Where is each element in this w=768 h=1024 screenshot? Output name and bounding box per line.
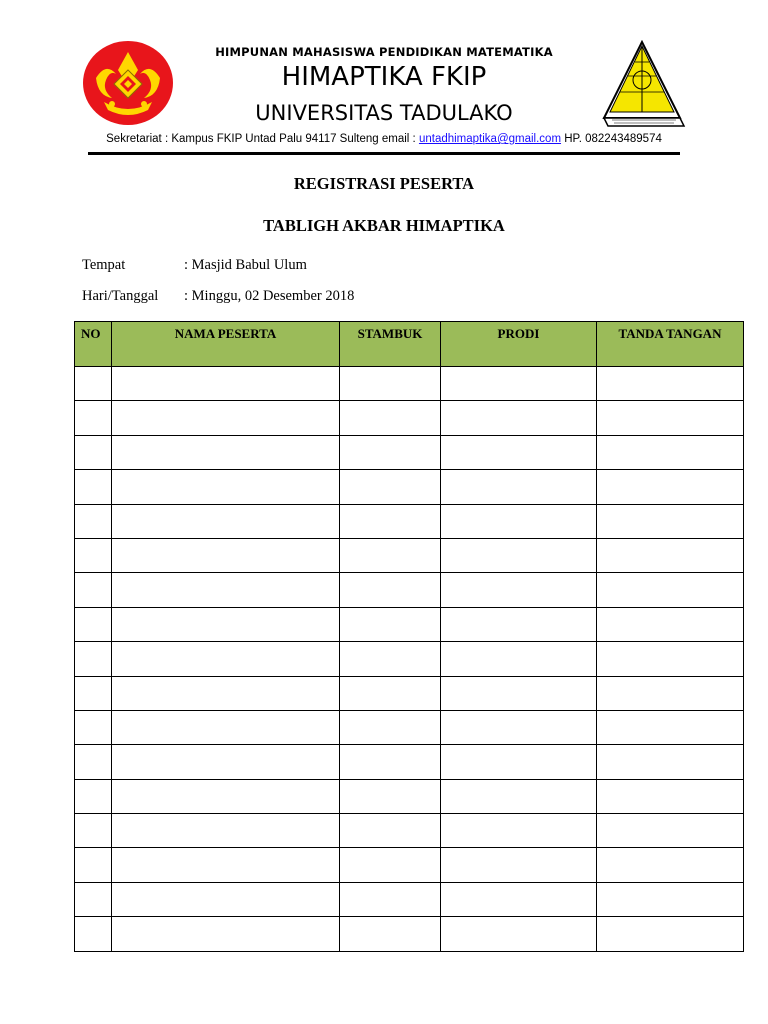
cell-stambuk[interactable] — [340, 538, 441, 572]
table-header-row — [75, 322, 744, 367]
cell-stambuk[interactable] — [340, 607, 441, 641]
cell-stambuk[interactable] — [340, 573, 441, 607]
column-header-name: NAMA PESERTA — [112, 322, 340, 367]
cell-name[interactable] — [112, 538, 340, 572]
cell-no[interactable] — [75, 848, 112, 882]
address-text: Sekretariat : Kampus FKIP Untad Palu 94117 Sulteng email : — [106, 133, 419, 145]
table-row — [75, 367, 744, 401]
cell-no[interactable] — [75, 745, 112, 779]
cell-stambuk[interactable] — [340, 882, 441, 916]
cell-name[interactable] — [112, 504, 340, 538]
registration-table — [74, 321, 744, 952]
cell-no[interactable] — [75, 367, 112, 401]
cell-prodi[interactable] — [441, 367, 597, 401]
date-row — [82, 288, 354, 305]
cell-prodi[interactable] — [441, 573, 597, 607]
cell-signature[interactable] — [597, 573, 744, 607]
table-row — [75, 710, 744, 744]
cell-signature[interactable] — [597, 367, 744, 401]
cell-name[interactable] — [112, 607, 340, 641]
org-line: HIMPUNAN MAHASISWA PENDIDIKAN MATEMATIKA — [215, 45, 553, 59]
cell-no[interactable] — [75, 917, 112, 951]
cell-name[interactable] — [112, 435, 340, 469]
cell-name[interactable] — [112, 745, 340, 779]
document-subtitle: TABLIGH AKBAR HIMAPTIKA — [263, 216, 505, 235]
cell-name[interactable] — [112, 676, 340, 710]
cell-stambuk[interactable] — [340, 470, 441, 504]
table-row — [75, 917, 744, 951]
cell-no[interactable] — [75, 573, 112, 607]
cell-no[interactable] — [75, 676, 112, 710]
cell-stambuk[interactable] — [340, 745, 441, 779]
letterhead — [0, 0, 768, 160]
cell-no[interactable] — [75, 538, 112, 572]
date-label: Hari/Tanggal — [82, 288, 159, 304]
cell-stambuk[interactable] — [340, 401, 441, 435]
address-line — [0, 133, 768, 145]
cell-prodi[interactable] — [441, 779, 597, 813]
table-row — [75, 470, 744, 504]
table-row — [75, 607, 744, 641]
cell-stambuk[interactable] — [340, 435, 441, 469]
cell-name[interactable] — [112, 401, 340, 435]
cell-name[interactable] — [112, 573, 340, 607]
cell-name[interactable] — [112, 848, 340, 882]
cell-prodi[interactable] — [441, 917, 597, 951]
cell-signature[interactable] — [597, 848, 744, 882]
cell-no[interactable] — [75, 710, 112, 744]
cell-signature[interactable] — [597, 745, 744, 779]
cell-signature[interactable] — [597, 676, 744, 710]
table-row — [75, 745, 744, 779]
column-header-signature: TANDA TANGAN — [597, 322, 744, 367]
cell-name[interactable] — [112, 779, 340, 813]
cell-name[interactable] — [112, 642, 340, 676]
place-row — [82, 257, 307, 274]
cell-no[interactable] — [75, 401, 112, 435]
cell-name[interactable] — [112, 710, 340, 744]
table-row — [75, 435, 744, 469]
cell-stambuk[interactable] — [340, 848, 441, 882]
table-row — [75, 814, 744, 848]
table-row — [75, 504, 744, 538]
cell-prodi[interactable] — [441, 607, 597, 641]
table-row — [75, 538, 744, 572]
date-value: : Minggu, 02 Desember 2018 — [184, 288, 355, 304]
cell-prodi[interactable] — [441, 470, 597, 504]
cell-no[interactable] — [75, 470, 112, 504]
cell-prodi[interactable] — [441, 676, 597, 710]
cell-signature[interactable] — [597, 538, 744, 572]
cell-stambuk[interactable] — [340, 779, 441, 813]
cell-prodi[interactable] — [441, 848, 597, 882]
cell-signature[interactable] — [597, 470, 744, 504]
column-header-stambuk: STAMBUK — [340, 322, 441, 367]
cell-signature[interactable] — [597, 607, 744, 641]
table-row — [75, 573, 744, 607]
cell-signature[interactable] — [597, 814, 744, 848]
cell-stambuk[interactable] — [340, 504, 441, 538]
cell-stambuk[interactable] — [340, 367, 441, 401]
cell-name[interactable] — [112, 917, 340, 951]
cell-no[interactable] — [75, 435, 112, 469]
cell-signature[interactable] — [597, 882, 744, 916]
cell-stambuk[interactable] — [340, 676, 441, 710]
cell-name[interactable] — [112, 367, 340, 401]
place-label: Tempat — [82, 257, 126, 273]
cell-prodi[interactable] — [441, 401, 597, 435]
cell-prodi[interactable] — [441, 745, 597, 779]
cell-stambuk[interactable] — [340, 642, 441, 676]
column-header-no: NO — [75, 322, 112, 367]
cell-name[interactable] — [112, 882, 340, 916]
cell-stambuk[interactable] — [340, 814, 441, 848]
cell-no[interactable] — [75, 642, 112, 676]
table-row — [75, 401, 744, 435]
place-value: : Masjid Babul Ulum — [184, 257, 307, 273]
cell-stambuk[interactable] — [340, 710, 441, 744]
email-link[interactable]: untadhimaptika@gmail.com — [418, 133, 562, 145]
table-body — [75, 367, 744, 952]
cell-name[interactable] — [112, 470, 340, 504]
table-row — [75, 882, 744, 916]
cell-no[interactable] — [75, 504, 112, 538]
cell-signature[interactable] — [597, 435, 744, 469]
cell-signature[interactable] — [597, 917, 744, 951]
cell-prodi[interactable] — [441, 504, 597, 538]
cell-prodi[interactable] — [441, 814, 597, 848]
cell-signature[interactable] — [597, 779, 744, 813]
table-row — [75, 848, 744, 882]
cell-signature[interactable] — [597, 504, 744, 538]
org-name: HIMAPTIKA FKIP — [281, 62, 487, 92]
cell-prodi[interactable] — [441, 435, 597, 469]
column-header-prodi: PRODI — [441, 322, 597, 367]
cell-prodi[interactable] — [441, 642, 597, 676]
cell-signature[interactable] — [597, 642, 744, 676]
cell-prodi[interactable] — [441, 710, 597, 744]
cell-no[interactable] — [75, 882, 112, 916]
cell-stambuk[interactable] — [340, 917, 441, 951]
cell-no[interactable] — [75, 607, 112, 641]
letterhead-divider — [88, 152, 680, 155]
table-row — [75, 779, 744, 813]
cell-signature[interactable] — [597, 710, 744, 744]
himaptika-pyramid-icon — [598, 40, 686, 130]
phone-text: HP. 082243489574 — [561, 133, 662, 145]
cell-no[interactable] — [75, 779, 112, 813]
cell-prodi[interactable] — [441, 882, 597, 916]
table-row — [75, 642, 744, 676]
cell-name[interactable] — [112, 814, 340, 848]
cell-prodi[interactable] — [441, 538, 597, 572]
university-name: UNIVERSITAS TADULAKO — [255, 101, 513, 125]
cell-signature[interactable] — [597, 401, 744, 435]
cell-no[interactable] — [75, 814, 112, 848]
document-title: REGISTRASI PESERTA — [293, 174, 475, 193]
table-row — [75, 676, 744, 710]
